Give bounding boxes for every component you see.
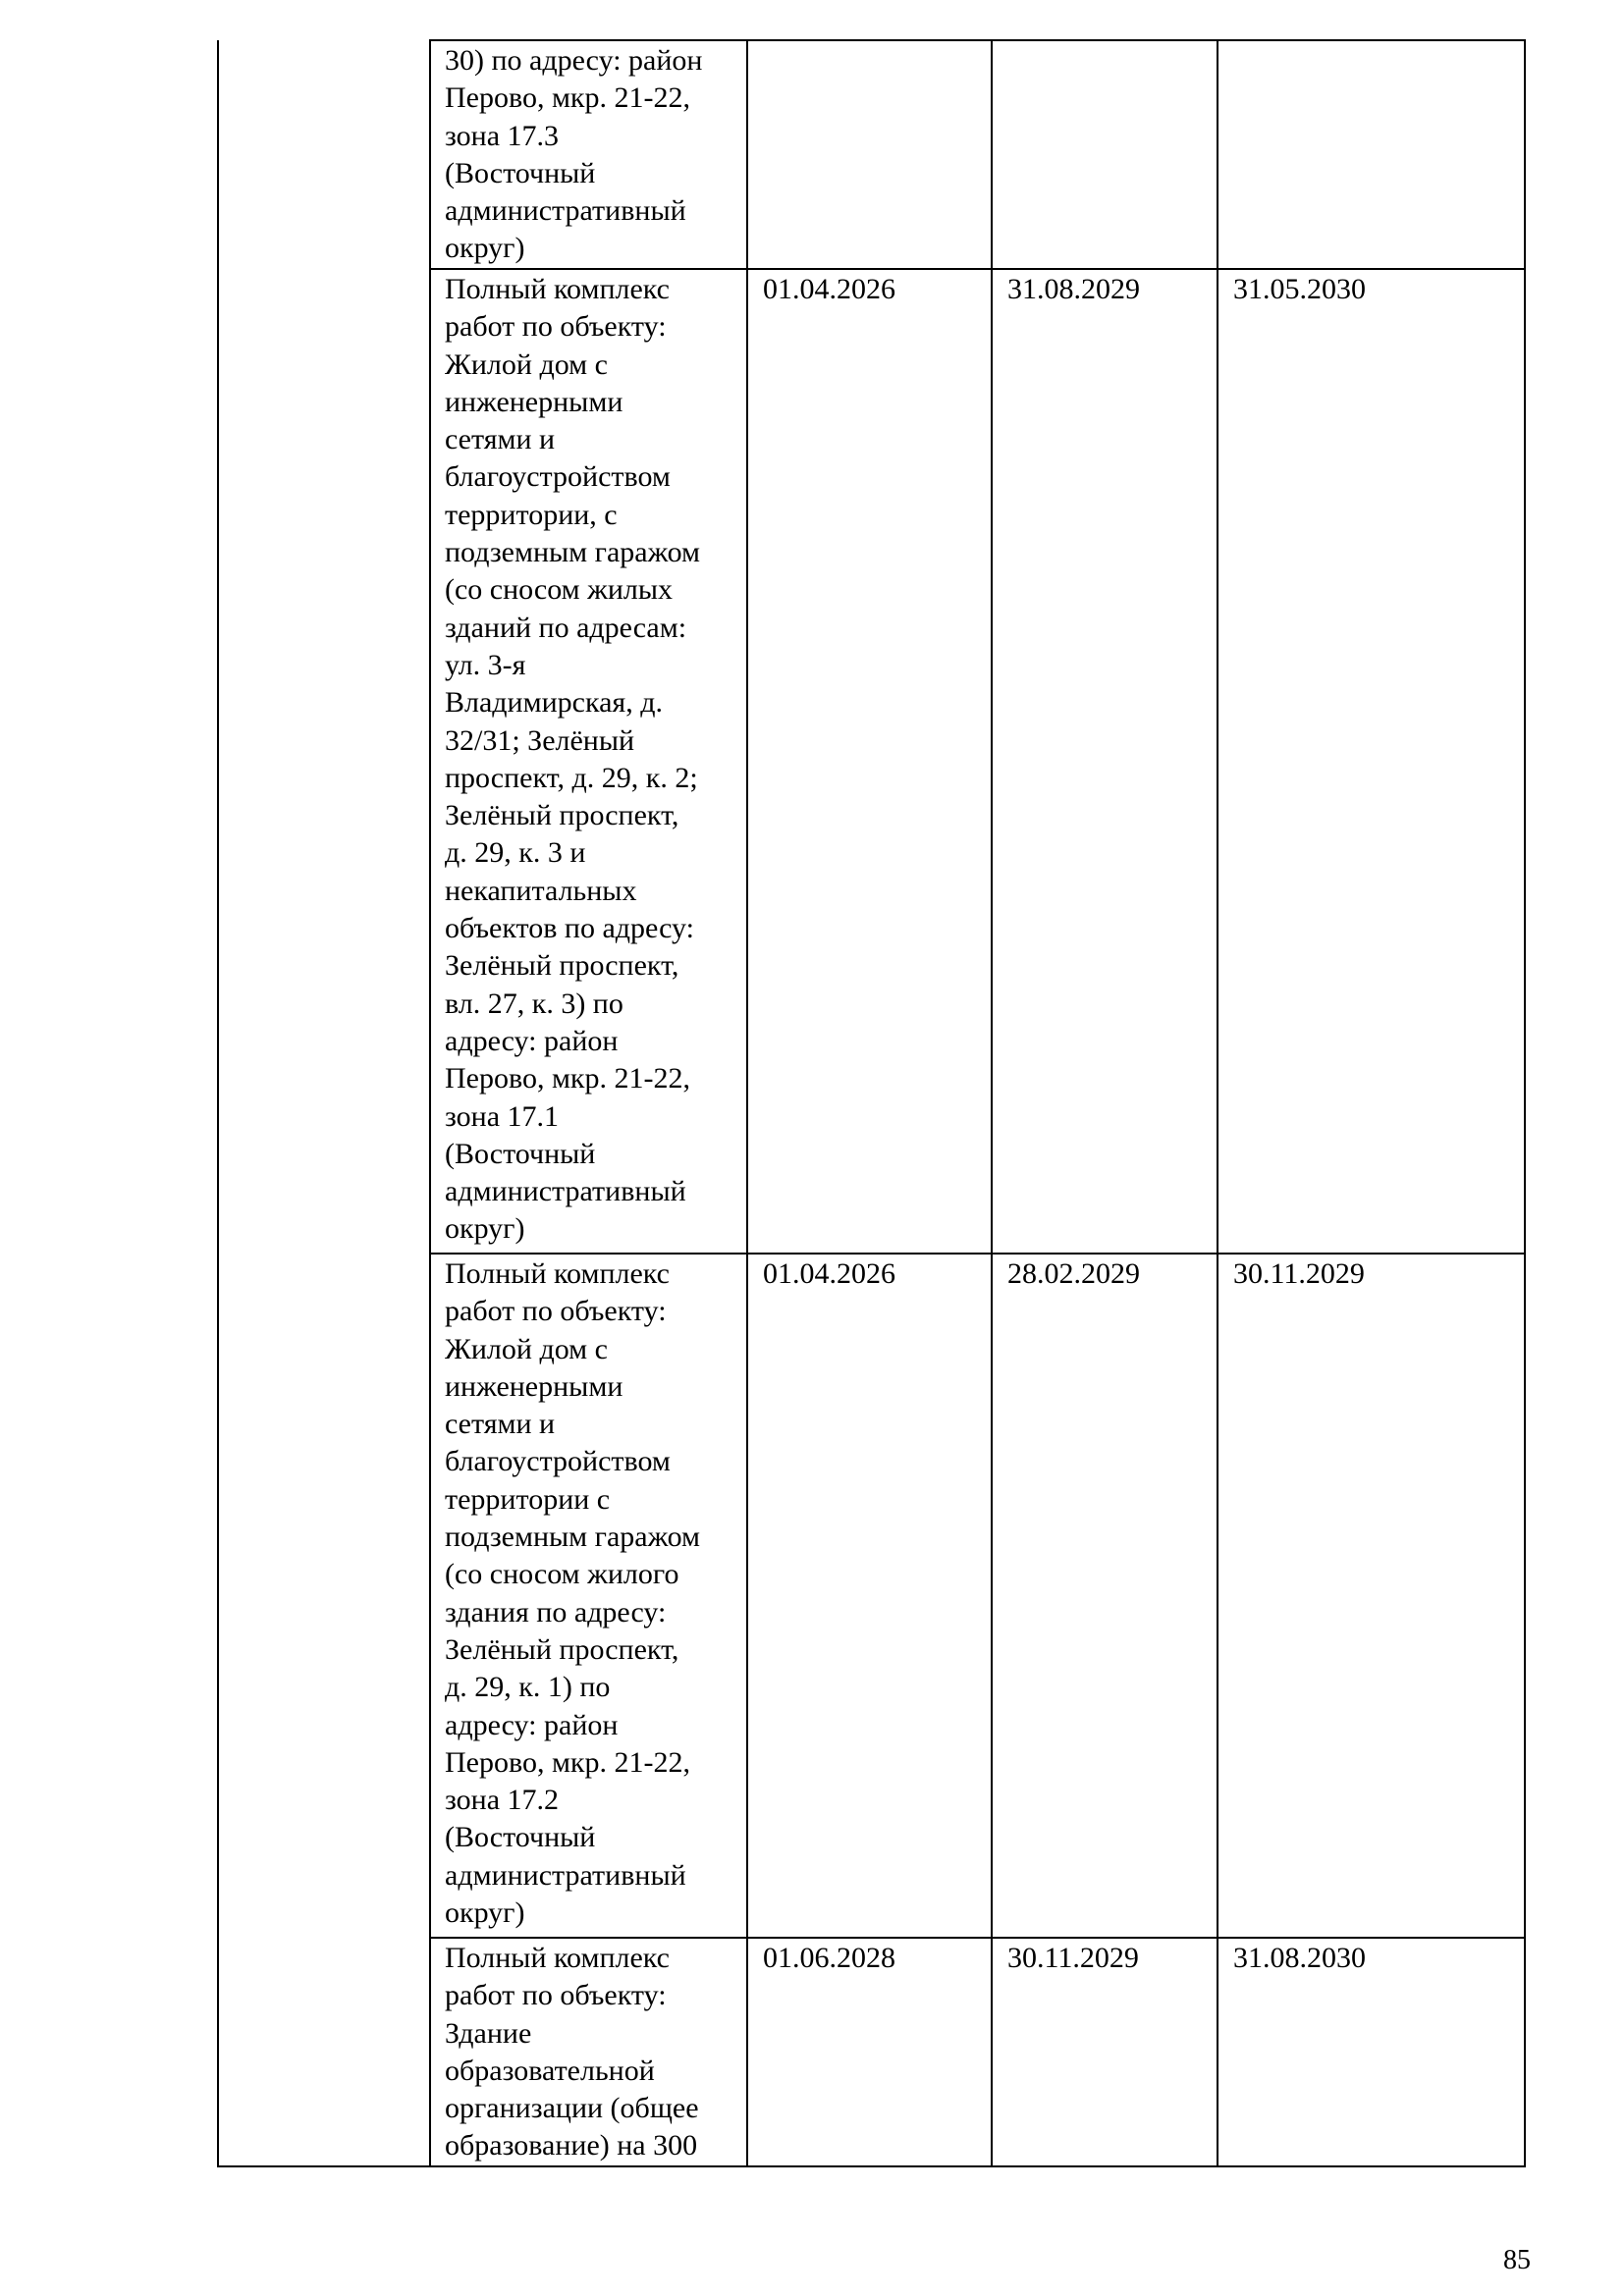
end-date-cell xyxy=(992,1938,1218,2166)
start-date: 01.06.2028 xyxy=(763,1942,895,1974)
end-date-cell xyxy=(992,1254,1218,1938)
object-description: Полный комплекс работ по объекту: Здание образовательной организации (общее образование) на 300 xyxy=(445,1942,699,2163)
object-description: Полный комплекс работ по объекту: Жилой дом с инженерными сетями и благоустройством территории с подземным гаражом (со сносом жилого здания по адресу: Зелёный проспект, д. 29, к. 1) по адресу: район Перово, мкр. 21-22, зона 17.2 (Восточный административный округ) xyxy=(445,1257,700,1930)
start-date: 01.04.2026 xyxy=(763,273,895,305)
end-date: 31.08.2029 xyxy=(1007,273,1140,305)
schedule-table xyxy=(217,39,1526,2167)
end-date-cell xyxy=(992,40,1218,269)
blank-first-column xyxy=(218,40,430,2166)
final-date-cell xyxy=(1218,40,1525,269)
start-date: 01.04.2026 xyxy=(763,1257,895,1290)
start-date-cell xyxy=(747,40,992,269)
final-date-cell xyxy=(1218,1254,1525,1938)
final-date: 31.05.2030 xyxy=(1233,273,1366,305)
object-description-cell xyxy=(430,269,747,1254)
end-date: 30.11.2029 xyxy=(1007,1942,1139,1974)
final-date-cell xyxy=(1218,269,1525,1254)
end-date xyxy=(993,41,1217,42)
end-date: 28.02.2029 xyxy=(1007,1257,1140,1290)
final-date xyxy=(1218,41,1524,42)
object-description-cell xyxy=(430,1938,747,2166)
start-date xyxy=(748,41,991,42)
start-date-cell xyxy=(747,1938,992,2166)
end-date-cell xyxy=(992,269,1218,1254)
page-number: 85 xyxy=(1503,2245,1531,2275)
table-row xyxy=(218,40,1525,269)
object-description: Полный комплекс работ по объекту: Жилой дом с инженерными сетями и благоустройством территории, с подземным гаражом (со сносом жилых зданий по адресам: ул. 3-я Владимирская, д. 32/31; Зелёный проспект, д. 29, к. 2; Зелёный проспект, д. 29, к. 3 и некапитальных объектов по адресу: Зелёный проспект, вл. 27, к. 3) по адресу: район Перово, мкр. 21-22, зона 17.1 (Восточный административный округ) xyxy=(445,273,700,1246)
start-date-cell xyxy=(747,1254,992,1938)
final-date: 30.11.2029 xyxy=(1233,1257,1365,1290)
start-date-cell xyxy=(747,269,992,1254)
object-description: 30) по адресу: район Перово, мкр. 21-22, зона 17.3 (Восточный административный округ) xyxy=(445,44,703,265)
object-description-cell xyxy=(430,1254,747,1938)
final-date: 31.08.2030 xyxy=(1233,1942,1366,1974)
object-description-cell xyxy=(430,40,747,269)
final-date-cell xyxy=(1218,1938,1525,2166)
